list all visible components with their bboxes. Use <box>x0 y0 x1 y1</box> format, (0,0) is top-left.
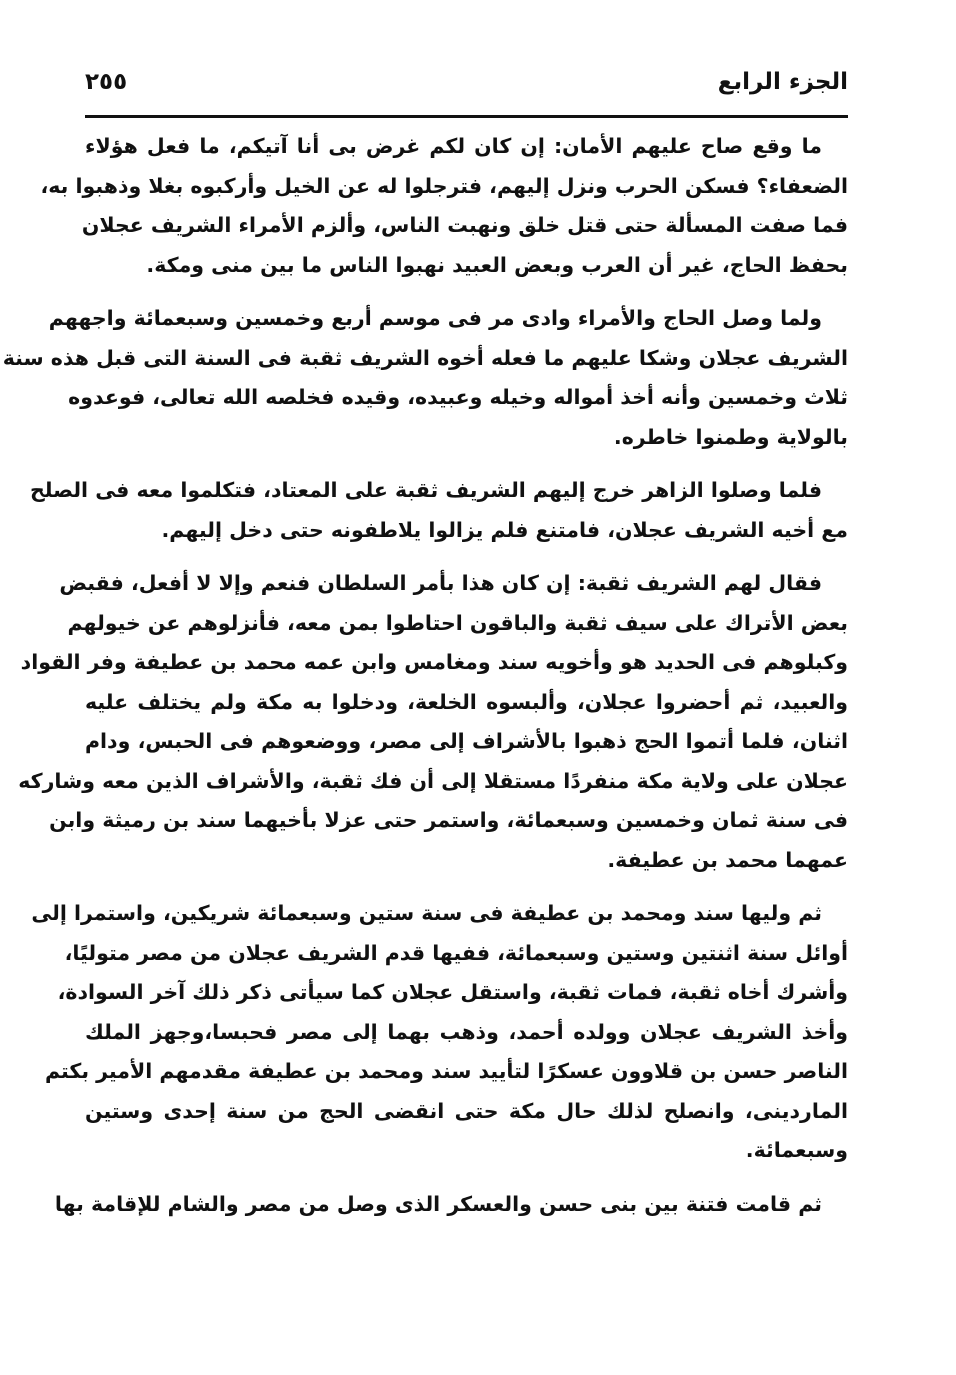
text-line: ما وقع صاح عليهم الأمان: إن كان لكم غرض بى أنا آتيكم، ما فعل هؤلاء <box>85 134 822 158</box>
text-line: مع أخيه الشريف عجلان، فامتنع فلم يزالوا يلاطفونه حتى دخل إليهم. <box>161 517 848 542</box>
text-line: أوائل سنة اثنتين وستين وسبعمائة، ففيها قدم الشريف عجلان من مصر متوليًا، <box>64 940 848 965</box>
text-line: عمهما محمد بن عطيفة. <box>607 847 848 872</box>
text-line: وأخذ الشريف عجلان وولده أحمد، وذهب بهما إلى مصر فحبسا،وجهز الملك <box>85 1019 848 1044</box>
header-title: الجزء الرابع <box>717 69 848 95</box>
text-line: الناصر حسن بن قلاوون عسكرًا لتأييد سند ومحمد بن عطيفة مقدمهم الأمير بكتم <box>44 1059 848 1083</box>
text-line: وكبلوهم فى الحديد هو وأخويه سند ومغامس وابن عمه محمد بن عطيفة وفر القواد <box>20 650 848 674</box>
text-line: والعبيد، ثم أحضروا عجلان، وألبسوه الخلعة، ودخلوا به مكة ولم يختلف عليه <box>85 689 848 714</box>
text-line: الماردينى، وانصلح لذلك حال مكة حتى انقضى الحج من سنة إحدى وستين <box>85 1098 848 1123</box>
header-rule <box>85 115 848 118</box>
text-line: فى سنة ثمان وخمسين وسبعمائة، واستمر حتى عزلا بأخيهما سند بن رميثة وابن <box>49 808 848 832</box>
text-line: اثنان، فلما أتموا الحج ذهبوا بالأشراف إلى مصر، ووضعوهم فى الحبس، ودام <box>85 729 848 753</box>
text-line: ثم وليها سند ومحمد بن عطيفة فى سنة ستين وسبعمائة شريكين، واستمرا إلى <box>31 901 822 925</box>
paragraph <box>31 894 848 1171</box>
text-line: ولما وصل الحاج والأمراء وادى مر فى موسم أربع وخمسين وسبعمائة واجههم <box>48 306 822 330</box>
page-number: ٢٥٥ <box>85 69 128 95</box>
text-line: بعض الأتراك على سيف ثقبة والباقون احتاطوا بمن معه، فأنزلوهم عن خيولهم <box>67 610 848 635</box>
text-line: وسبعمائة. <box>745 1138 848 1162</box>
text-line: فلما وصلوا الزاهر خرج إليهم الشريف ثقبة على المعتاد، فتكلموا معه فى الصلح <box>29 478 822 502</box>
text-line: فقال لهم الشريف ثقبة: إن كان هذا بأمر السلطان فنعم وإلا لا أفعل، فقبض <box>59 571 822 595</box>
text-line: ثم قامت فتنة بين بنى حسن والعسكر الذى وصل من مصر والشام للإقامة بها <box>54 1191 822 1216</box>
text-line: الشريف عجلان وشكا عليهم ما فعله أخوه الشريف ثقبة فى السنة التى قبل هذه سنة <box>2 345 848 370</box>
text-line: فما صفت المسألة حتى قتل خلق ونهبت الناس، وألزم الأمراء الشريف عجلان <box>81 213 848 237</box>
paragraph <box>18 564 848 880</box>
paragraph <box>29 471 848 550</box>
body-text <box>2 127 848 1224</box>
text-line: الضعفاء؟ فسكن الحرب ونزل إليهم، فترجلوا له عن الخيل وأركبوه بغلا وذهبوا به، <box>40 173 848 198</box>
paragraph <box>2 299 848 457</box>
paragraph <box>40 127 848 285</box>
text-line: وأشرك أخاه ثقبة، فمات ثقبة، واستقل عجلان كما سيأتى ذكر ذلك آخر السوادة، <box>57 980 848 1004</box>
text-line: بالولاية وطمنوا خاطره. <box>613 424 848 449</box>
running-header <box>85 62 848 102</box>
text-line: عجلان على ولاية مكة منفردًا مستقلا إلى أن فك ثقبة، والأشراف الذين معه وشاركه <box>18 768 848 793</box>
text-line: ثلاث وخمسين وأنه أخذ أمواله وخيله وعبيده، وقيده فخلصه الله تعالى، فوعدوه <box>68 385 848 409</box>
text-line: بحفظ الحاج، غير أن العرب وبعض العبيد نهبوا الناس ما بين منى ومكة. <box>146 252 848 277</box>
paragraph <box>54 1185 848 1225</box>
